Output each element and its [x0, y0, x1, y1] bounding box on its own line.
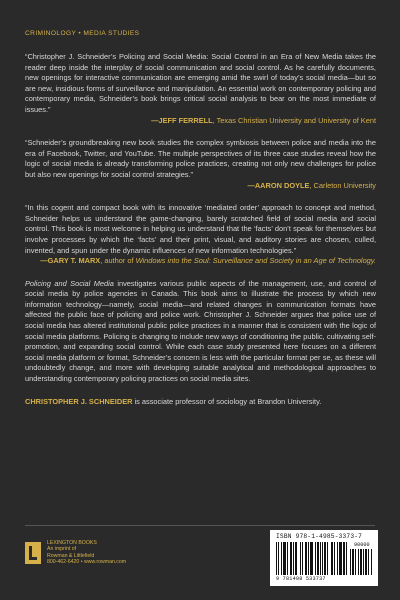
book-title: Policing and Social Media: [25, 278, 114, 288]
barcode-bars: [276, 542, 348, 575]
review-quote: [25, 203, 376, 267]
description-text: investigates various public aspects of the management, use, and control of social media by police agencies in Canada. This book aims to illustrate the process by which new information technology—namely, social media—and related changes in communication formats have affected the public face of policing and police work. Christopher J. Schneider argues that police use of social media has altered institutional public police practices in a manner that is consistent with the logic of social media platforms. Policing is changing to include new ways of conditioning the public, cultivating self-promotion, and expanding social control. While each case study presented here focuses on a different social media platform or format, Schneider’s concern is less with the particular format per se, as these will undoubtedly change, and more with developing suitable analytical and methodological approaches to understanding contemporary policing practices on social media sites.: [25, 278, 376, 384]
book-description: [25, 279, 376, 385]
reviewer-name: —JEFF FERRELL: [151, 115, 213, 125]
publisher-logo-icon: [25, 542, 41, 564]
publisher-block: [25, 540, 185, 580]
reviewer-name: —AARON DOYLE: [247, 180, 310, 190]
divider: [25, 525, 375, 526]
reviewer-book-title: Windows into the Soul: Surveillance and Society in an Age of Technology.: [135, 256, 376, 266]
reviewer-name: —GARY T. MARX: [40, 256, 101, 266]
category-label: CRIMINOLOGY • MEDIA STUDIES: [25, 30, 140, 37]
publisher-info: [47, 540, 126, 566]
review-quote: [25, 52, 376, 126]
barcode-number: 9 781498 533737: [276, 576, 326, 582]
quote-text: “Christopher J. Schneider’s Policing and Social Media: Social Control in an Era of New Media takes the reader deep inside the interplay of social communication and social control. As he carefully documents, new openings for interactive communication are emerging amid the swirl of today’s social media—but so are new, insidious forms of surveillance and manipulation. An essential work on contemporary policing and contemporary media, Schneider’s book brings critical social analysis to bear on the most immediate of issues.”: [25, 52, 376, 114]
price-barcode-bars: [350, 549, 374, 575]
publisher-contact: 800-462-6420 • www.rowman.com: [47, 559, 127, 566]
quote-text: “In this cogent and compact book with its innovative ‘mediated order’ approach to concept and method, Schneider helps us understand the game-changing, barely scratched field of social media and social control. This book is most welcome in helping us understand that the ‘facts’ don’t speak for themselves but involve processes by which the ‘facts’ and their print, visual, and auditory stories are chosen, culled, invented, and spun under the dynamic influences of new information technologies.”: [25, 203, 376, 255]
cover-text: [25, 52, 376, 419]
reviewer-affiliation: , Carleton University: [309, 180, 376, 190]
publisher-name: LEXINGTON BOOKS: [47, 540, 97, 546]
publisher-parent: Rowman & Littlefield: [47, 552, 95, 559]
price-code: 90000: [354, 542, 370, 548]
publisher-imprint: An imprint of: [47, 546, 77, 553]
barcode: [270, 530, 378, 586]
reviewer-affiliation: , author of: [100, 256, 136, 266]
quote-attribution: [25, 181, 376, 192]
author-bio: [25, 397, 376, 408]
quote-attribution: [25, 116, 376, 127]
author-name: CHRISTOPHER J. SCHNEIDER: [25, 396, 133, 406]
isbn-label: ISBN 978-1-4985-3373-7: [276, 533, 363, 540]
quote-attribution: [25, 256, 376, 267]
reviewer-affiliation: , Texas Christian University and University of Kent: [212, 115, 376, 125]
author-bio-text: is associate professor of sociology at Brandon University.: [132, 396, 322, 406]
quote-text: “Schneider’s groundbreaking new book studies the complex symbiosis between police and media into the era of Facebook, Twitter, and YouTube. The multiple perspectives of its three case studies reveal how the logic of social media is already transforming police practices, creating not only new challenges for police but also new openings for social control strategies.”: [25, 138, 376, 179]
review-quote: [25, 138, 376, 191]
